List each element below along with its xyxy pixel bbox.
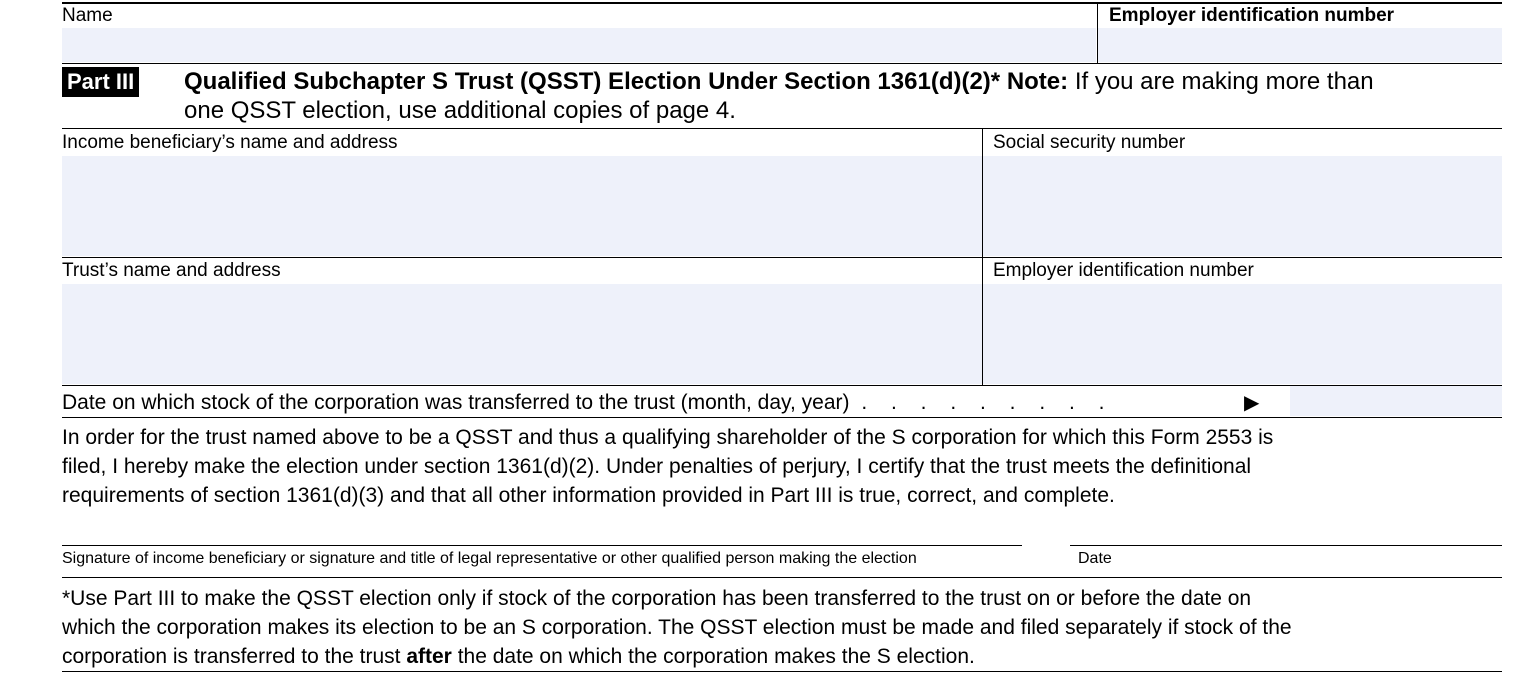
footnote-line-3	[62, 642, 975, 671]
footnote-bottom-border	[62, 671, 1502, 672]
date-leader-dots: . . . . . . . . .	[861, 391, 1114, 414]
signature-line	[62, 545, 1022, 546]
part-iii-title-line1	[184, 68, 1374, 96]
note-text-1: If you are making more than	[1074, 68, 1374, 95]
note-text-2: one QSST election, use additional copies of page 4.	[184, 97, 736, 124]
date-transfer-label: Date on which stock of the corporation was transferred to the trust (month, day, year)	[62, 391, 850, 414]
election-line-2: filed, I hereby make the election under section 1361(d)(2). Under penalties of perjury, I certify that the trust meets the definitional	[62, 455, 1252, 478]
beneficiary-input[interactable]	[62, 156, 982, 256]
ein-input[interactable]	[1098, 28, 1502, 62]
election-line-1: In order for the trust named above to be a QSST and thus a qualifying shareholder of the S corporation for which this Form 2553 is	[62, 426, 1274, 449]
name-label: Name	[62, 5, 113, 26]
footnote-line-3-after: the date on which the corporation makes the S election.	[451, 645, 975, 668]
part-iii-title: Qualified Subchapter S Trust (QSST) Election Under Section 1361(d)(2)*	[184, 68, 1001, 95]
date-transfer-line	[62, 390, 1114, 416]
election-line-3: requirements of section 1361(d)(3) and that all other information provided in Part III is true, correct, and complete.	[62, 484, 1115, 507]
ein-label: Employer identification number	[1109, 5, 1395, 26]
trust-ein-input[interactable]	[983, 284, 1502, 384]
beneficiary-field[interactable]	[62, 156, 982, 256]
name-field[interactable]	[62, 28, 1096, 62]
footnote-line-2: which the corporation makes its election to be an S corporation. The QSST election must be made and filed separately if stock of the	[62, 616, 1292, 639]
signature-date-field[interactable]	[1070, 516, 1502, 544]
signature-label: Signature of income beneficiary or signature and title of legal representative or other qualified person making the election	[62, 550, 917, 567]
signature-date-label: Date	[1078, 550, 1112, 567]
signature-date-input[interactable]	[1070, 516, 1502, 544]
trust-field[interactable]	[62, 284, 982, 384]
date-transfer-input[interactable]	[1290, 386, 1502, 416]
signature-field[interactable]	[62, 516, 1022, 544]
name-input[interactable]	[62, 28, 1096, 62]
signature-input[interactable]	[62, 516, 1022, 544]
arrow-icon: ▶	[1244, 392, 1260, 414]
ssn-label: Social security number	[993, 132, 1186, 153]
signature-bottom-border	[62, 577, 1502, 578]
footnote-line-1: *Use Part III to make the QSST election only if stock of the corporation has been transferred to the trust on or before the date on	[62, 587, 1252, 610]
row1-bottom-border	[62, 257, 1502, 258]
beneficiary-label: Income beneficiary’s name and address	[62, 132, 398, 153]
trust-input[interactable]	[62, 284, 982, 384]
footnote-after-emphasis: after	[406, 645, 452, 668]
row2-bottom-border	[62, 385, 1502, 386]
ssn-field[interactable]	[983, 156, 1502, 256]
footnote-line-3-before: corporation is transferred to the trust	[62, 645, 407, 668]
date-transfer-field[interactable]	[1290, 386, 1502, 416]
ssn-input[interactable]	[983, 156, 1502, 256]
header-bottom-border	[62, 63, 1502, 64]
trust-ein-field[interactable]	[983, 284, 1502, 384]
part-iii-badge: Part III	[62, 67, 139, 97]
signature-date-line	[1070, 545, 1502, 546]
trust-ein-label: Employer identification number	[993, 260, 1254, 281]
note-label: Note:	[1006, 68, 1069, 95]
top-border	[62, 2, 1502, 4]
part-iii-bottom-border	[62, 128, 1502, 129]
trust-label: Trust’s name and address	[62, 260, 281, 281]
row3-bottom-border	[62, 417, 1502, 418]
ein-field[interactable]	[1098, 28, 1502, 62]
